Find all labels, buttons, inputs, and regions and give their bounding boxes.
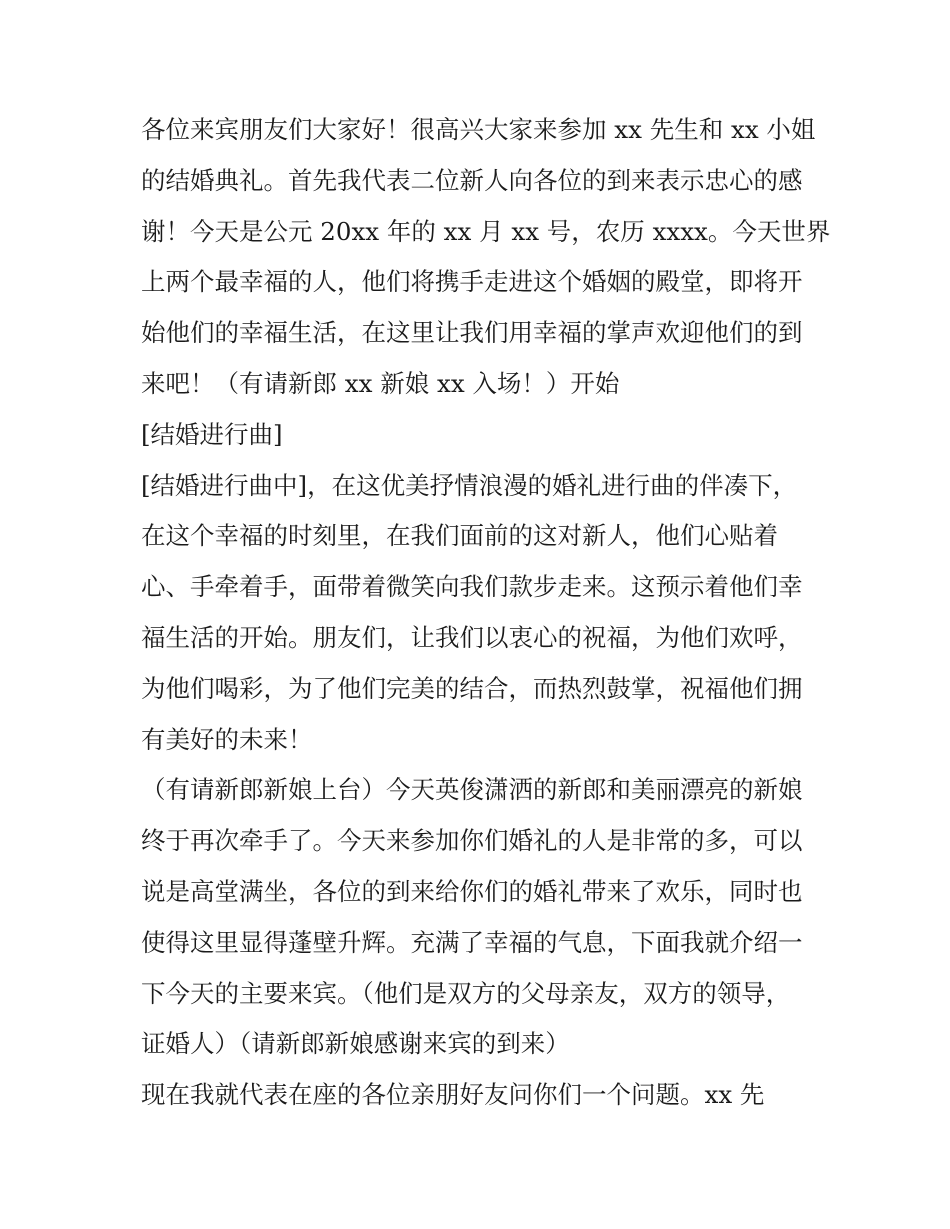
text-line: 来吧！（有请新郎 xx 新娘 xx 入场！）开始	[141, 368, 620, 398]
text-line: 下今天的主要来宾。（他们是双方的父母亲友，双方的领导，	[141, 978, 791, 1008]
text-line: 证婚人）（请新郎新娘感谢来宾的到来）	[141, 1029, 570, 1059]
document-body	[141, 105, 831, 1121]
text-line: 各位来宾朋友们大家好！很高兴大家来参加 xx 先生和 xx 小姐	[141, 115, 816, 144]
text-line: 有美好的未来！	[141, 724, 313, 754]
text-line: 使得这里显得蓬壁升辉。充满了幸福的气息，下面我就介绍一	[141, 927, 803, 957]
text-line: （有请新郎新娘上台）今天英俊潇洒的新郎和美丽漂亮的新娘	[141, 775, 803, 805]
text-line: 现在我就代表在座的各位亲朋好友问你们一个问题。xx 先	[141, 1080, 765, 1110]
text-line: 上两个最幸福的人，他们将携手走进这个婚姻的殿堂，即将开	[141, 267, 803, 297]
text-line: [结婚进行曲]	[141, 419, 283, 449]
text-line: 谢！今天是公元 20xx 年的 xx 月 xx 号，农历 xxxx。今天世界	[141, 216, 831, 246]
text-line: 始他们的幸福生活，在这里让我们用幸福的掌声欢迎他们的到	[141, 318, 803, 348]
text-line: 说是高堂满坐，各位的到来给你们的婚礼带来了欢乐，同时也	[141, 876, 803, 906]
text-line: 在这个幸福的时刻里，在我们面前的这对新人，他们心贴着	[141, 521, 778, 551]
text-line: 终于再次牵手了。今天来参加你们婚礼的人是非常的多，可以	[141, 826, 803, 856]
text-line: 的结婚典礼。首先我代表二位新人向各位的到来表示忠心的感	[141, 165, 803, 195]
text-line: 为他们喝彩，为了他们完美的结合，而热烈鼓掌，祝福他们拥	[141, 673, 803, 703]
text-line: 心、手牵着手，面带着微笑向我们款步走来。这预示着他们幸	[141, 572, 803, 602]
text-line: [结婚进行曲中]，在这优美抒情浪漫的婚礼进行曲的伴凑下，	[141, 470, 798, 500]
text-line: 福生活的开始。朋友们，让我们以衷心的祝福，为他们欢呼，	[141, 622, 803, 652]
